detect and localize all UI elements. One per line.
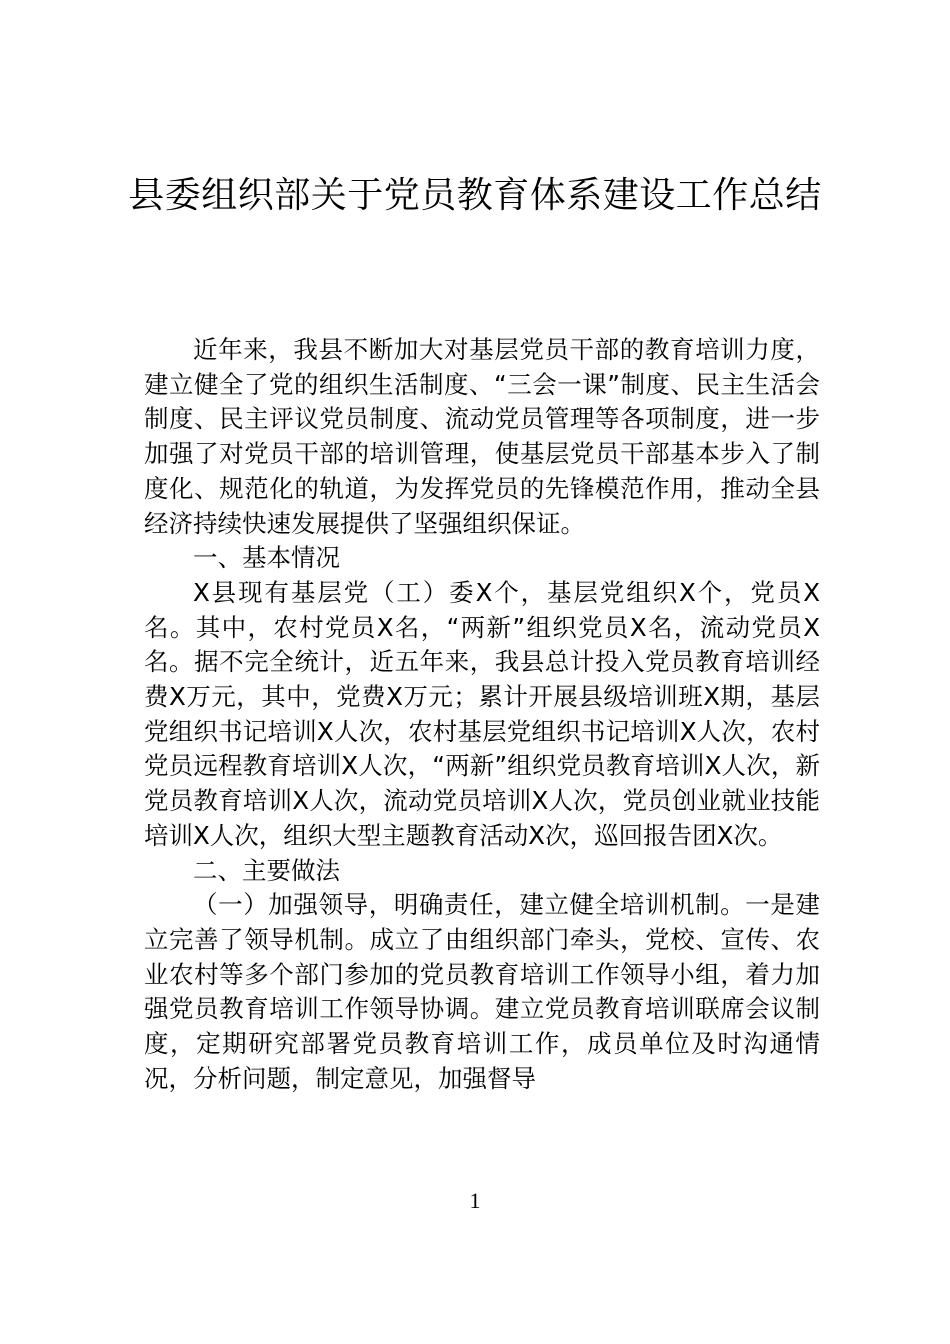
paragraph-basic-situation: X县现有基层党（工）委X个，基层党组织X个，党员X名。其中，农村党员X名，“两新”组织党员X名，流动党员X名。据不完全统计，近五年来，我县总计投入党员教育培训经费X万元，其中，党费X万元；累计开展县级培训班X期，基层党组织书记培训X人次，农村基层党组织书记培训X人次，农村党员远程教育培训X人次，“两新”组织党员教育培训X人次，新党员教育培训X人次，流动党员培训X人次，党员创业就业技能培训X人次，组织大型主题教育活动X次，巡回报告团X次。 [144, 577, 820, 850]
section-heading-main-practices: 二、主要做法 [193, 855, 340, 885]
paragraph-intro: 近年来，我县不断加大对基层党员干部的教育培训力度，建立健全了党的组织生活制度、“三会一课”制度、民主生活会制度、民主评议党员制度、流动党员管理等各项制度，进一步加强了对党员干部的培训管理，使基层党员干部基本步入了制度化、规范化的轨道，为发挥党员的先锋模范作用，推动全县经济持续快速发展提供了坚强组织保证。 [144, 335, 820, 538]
document-body [144, 333, 820, 1096]
section-heading-basic-situation: 一、基本情况 [193, 543, 340, 573]
page-number: 1 [469, 1188, 481, 1213]
paragraph-leadership: （一）加强领导，明确责任，建立健全培训机制。一是建立完善了领导机制。成立了由组织部门牵头，党校、宣传、农业农村等多个部门参加的党员教育培训工作领导小组，着力加强党员教育培训工作领导协调。建立党员教育培训联席会议制度，定期研究部署党员教育培训工作，成员单位及时沟通情况，分析问题，制定意见，加强督导 [144, 890, 820, 1093]
document-title: 县委组织部关于党员教育体系建设工作总结 [128, 175, 822, 216]
